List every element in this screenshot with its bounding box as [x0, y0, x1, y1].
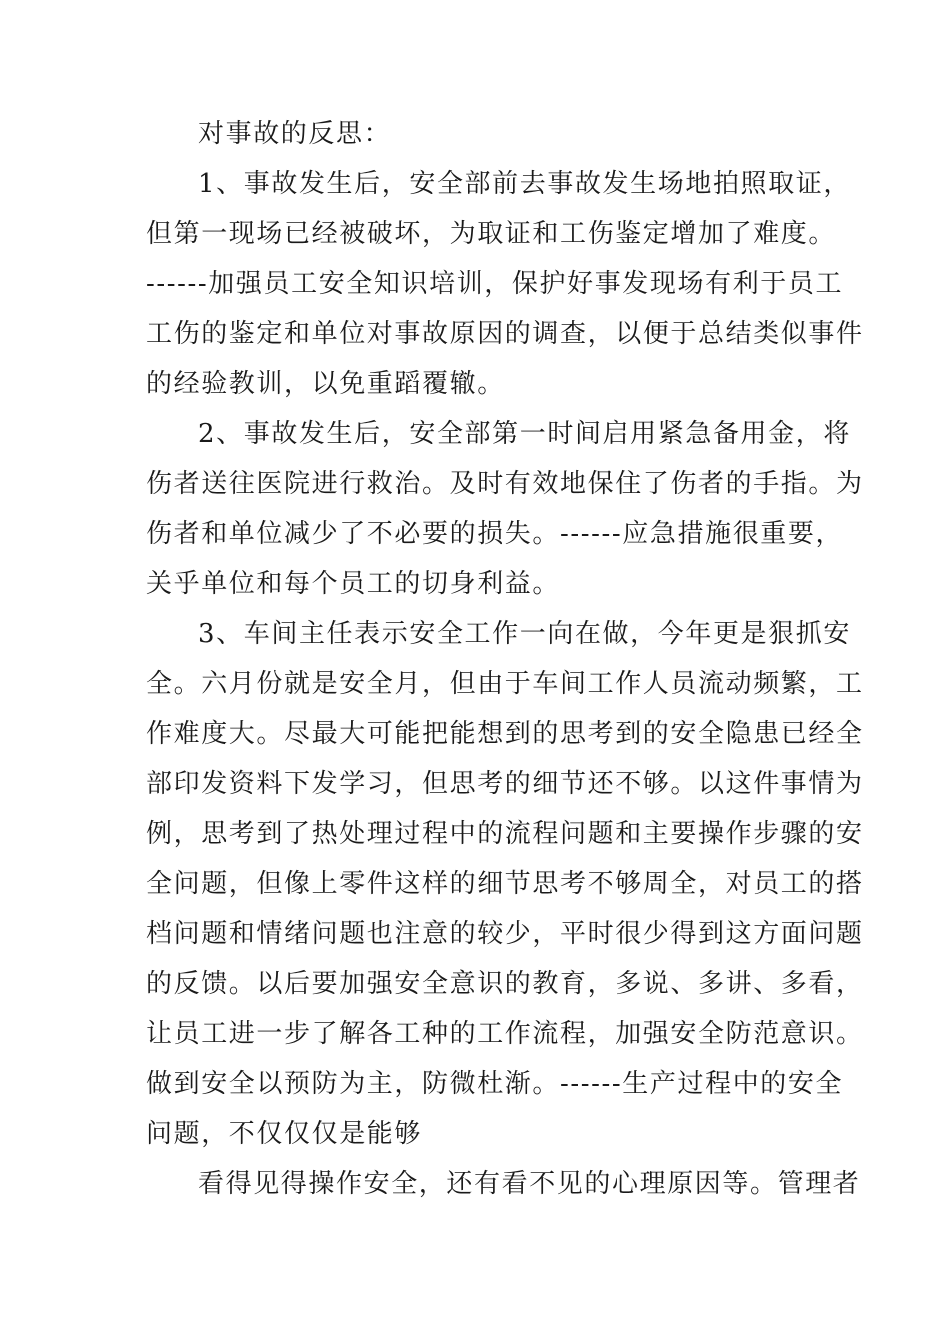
paragraph-2-line-3: 伤者和单位减少了不必要的损失。------应急措施很重要，: [146, 519, 844, 549]
paragraph-3-line-11: 问题，不仅仅仅是能够: [146, 1119, 423, 1149]
paragraph-3-line-5: 例，思考到了热处理过程中的流程问题和主要操作步骤的安: [146, 819, 864, 849]
paragraph-3-line-9: 让员工进一步了解各工种的工作流程，加强安全防范意识。: [146, 1019, 864, 1049]
paragraph-3-line-1: 3、车间主任表示安全工作一向在做，今年更是狠抓安: [198, 619, 851, 649]
paragraph-3-line-2: 全。六月份就是安全月，但由于车间工作人员流动频繁，工: [146, 669, 864, 699]
paragraph-4-line-1: 看得见得操作安全，还有看不见的心理原因等。管理者: [198, 1169, 861, 1199]
paragraph-1-line-4: 工伤的鉴定和单位对事故原因的调查，以便于总结类似事件: [146, 319, 864, 349]
paragraph-3-line-8: 的反馈。以后要加强安全意识的教育，多说、多讲、多看，: [146, 969, 864, 999]
paragraph-3-line-4: 部印发资料下发学习，但思考的细节还不够。以这件事情为: [146, 769, 864, 799]
section-heading: 对事故的反思：: [198, 119, 392, 149]
paragraph-2-line-4: 关乎单位和每个员工的切身利益。: [146, 569, 561, 599]
paragraph-3-line-3: 作难度大。尽最大可能把能想到的思考到的安全隐患已经全: [146, 719, 864, 749]
paragraph-1-line-1: 1、事故发生后，安全部前去事故发生场地拍照取证，: [198, 169, 851, 199]
paragraph-3-line-6: 全问题，但像上零件这样的细节思考不够周全，对员工的搭: [146, 869, 864, 899]
paragraph-1-line-5: 的经验教训，以免重蹈覆辙。: [146, 369, 505, 399]
paragraph-3-line-7: 档问题和情绪问题也注意的较少，平时很少得到这方面问题: [146, 919, 864, 949]
paragraph-3-line-10: 做到安全以预防为主，防微杜渐。------生产过程中的安全: [146, 1069, 844, 1099]
paragraph-1-line-2: 但第一现场已经被破坏，为取证和工伤鉴定增加了难度。: [146, 219, 837, 249]
paragraph-2-line-1: 2、事故发生后，安全部第一时间启用紧急备用金，将: [198, 419, 851, 449]
paragraph-1-line-3: ------加强员工安全知识培训，保护好事发现场有利于员工: [146, 269, 844, 299]
paragraph-2-line-2: 伤者送往医院进行救治。及时有效地保住了伤者的手指。为: [146, 469, 864, 499]
